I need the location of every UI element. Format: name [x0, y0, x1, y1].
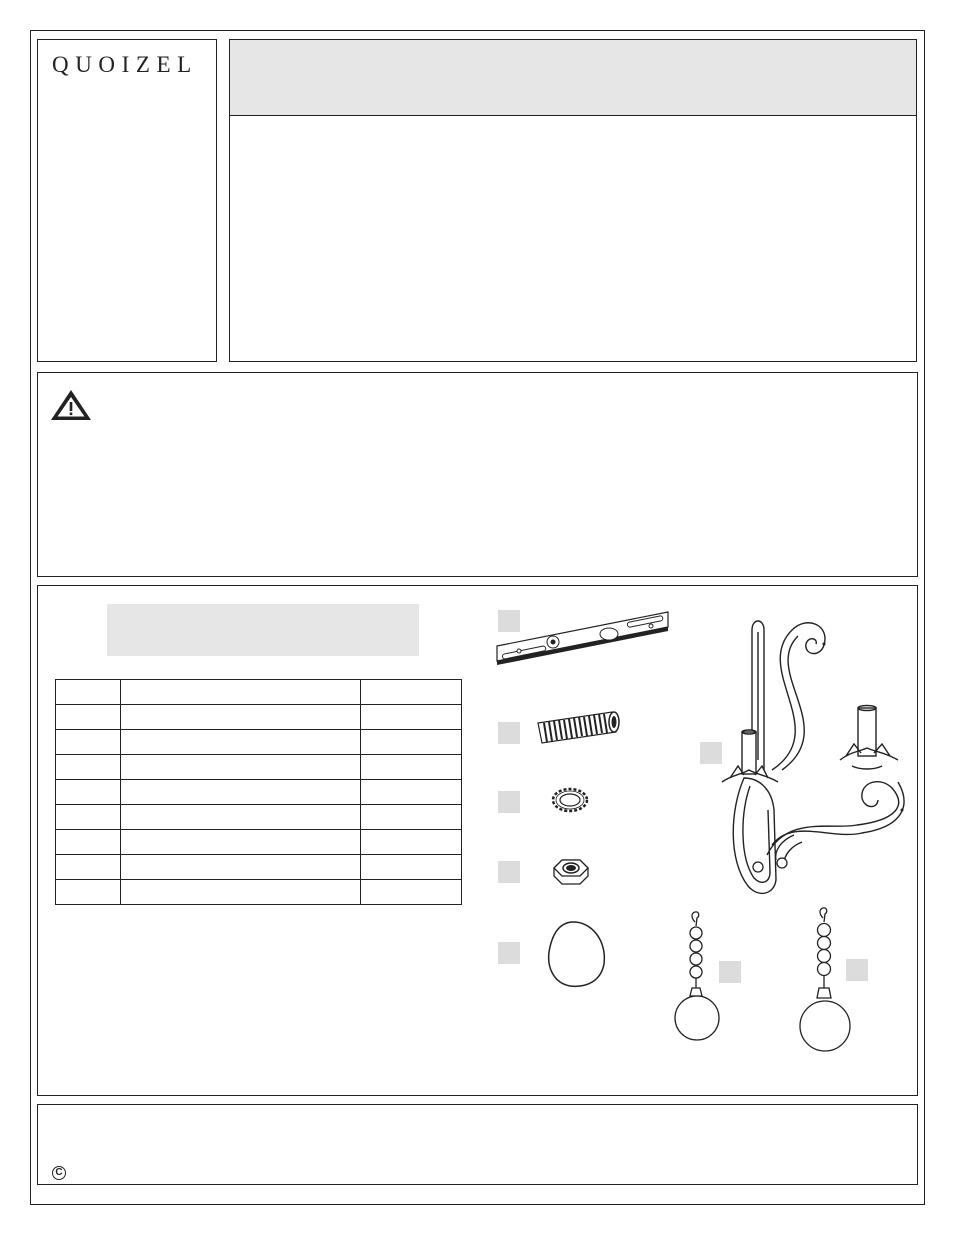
- part-label-lock-washer: [498, 791, 520, 813]
- logo-panel: [37, 39, 217, 362]
- part-label-glass-shade: [498, 942, 520, 964]
- table-cell: [121, 880, 361, 905]
- part-label-hex-nut: [498, 861, 520, 883]
- table-cell: [121, 805, 361, 830]
- mounting-strap-drawing: [490, 592, 670, 682]
- table-row: [56, 705, 462, 730]
- crystal-drop-large-drawing: [795, 906, 857, 1056]
- table-cell: [121, 680, 361, 705]
- table-row: [56, 805, 462, 830]
- table-cell: [121, 780, 361, 805]
- threaded-nipple-drawing: [530, 708, 625, 748]
- table-row: [56, 880, 462, 905]
- warning-triangle-icon: [50, 389, 92, 421]
- table-cell: [56, 755, 121, 780]
- table-cell: [361, 855, 462, 880]
- table-cell: [361, 755, 462, 780]
- table-cell: [56, 855, 121, 880]
- table-row: [56, 755, 462, 780]
- table-cell: [361, 880, 462, 905]
- table-cell: [361, 805, 462, 830]
- parts-list-table: [55, 679, 462, 905]
- glass-shade-drawing: [544, 918, 610, 990]
- table-cell: [361, 730, 462, 755]
- brand-logo: QUOIZEL: [52, 52, 198, 77]
- footer-panel: [37, 1104, 918, 1185]
- hex-nut-drawing: [548, 852, 592, 892]
- part-label-threaded-nipple: [498, 722, 520, 744]
- table-cell: [121, 855, 361, 880]
- warning-panel: [37, 372, 918, 577]
- table-row: [56, 680, 462, 705]
- table-cell: [361, 705, 462, 730]
- table-cell: [56, 805, 121, 830]
- table-cell: [56, 730, 121, 755]
- table-cell: [56, 680, 121, 705]
- table-row: [56, 830, 462, 855]
- table-cell: [361, 680, 462, 705]
- table-cell: [56, 780, 121, 805]
- table-row: [56, 780, 462, 805]
- table-cell: [361, 780, 462, 805]
- copyright-icon: C: [52, 1166, 66, 1180]
- table-cell: [121, 755, 361, 780]
- table-cell: [121, 730, 361, 755]
- table-cell: [56, 880, 121, 905]
- parts-header-band: [107, 604, 419, 656]
- table-cell: [56, 830, 121, 855]
- table-cell: [361, 830, 462, 855]
- sconce-fixture-drawing: [712, 610, 918, 900]
- lock-washer-drawing: [550, 786, 590, 816]
- table-cell: [56, 705, 121, 730]
- title-band: [230, 40, 916, 116]
- table-cell: [121, 830, 361, 855]
- crystal-drop-small-drawing: [668, 910, 728, 1045]
- table-row: [56, 730, 462, 755]
- table-cell: [121, 705, 361, 730]
- table-row: [56, 855, 462, 880]
